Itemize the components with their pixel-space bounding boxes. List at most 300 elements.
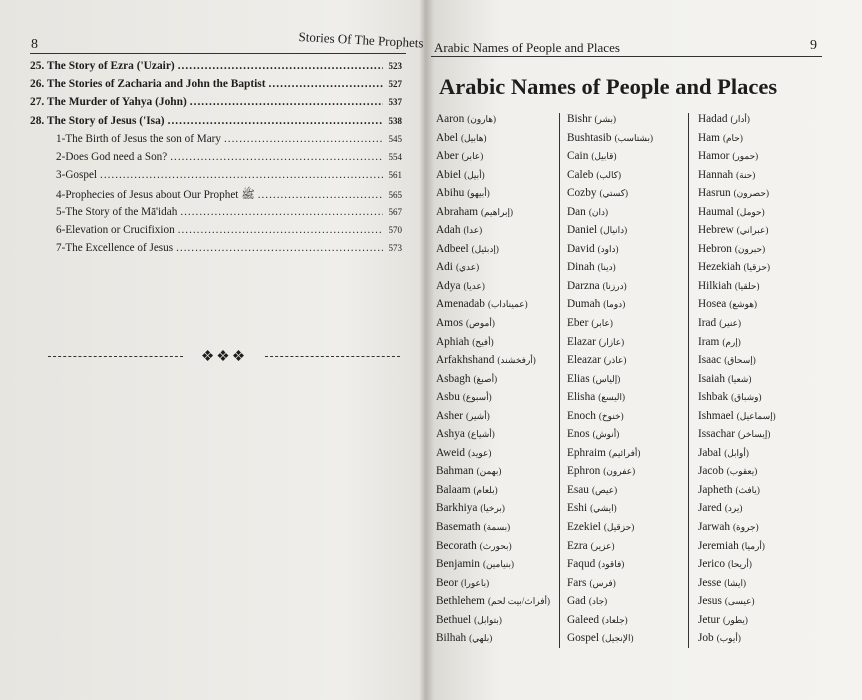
- toc-entry-title: 3-Gospel: [56, 169, 98, 182]
- toc-entry: [30, 169, 402, 187]
- english-name: Enoch: [567, 409, 596, 422]
- arabic-name: (عويد): [468, 447, 492, 458]
- arabic-name: (إبراهيم): [481, 206, 513, 217]
- english-name: Ephron: [567, 465, 601, 478]
- arabic-name: (بشتاسب): [614, 132, 653, 143]
- english-name: Jeremiah: [698, 539, 739, 552]
- toc-dot-leader: [168, 115, 383, 127]
- arabic-name: (داود): [597, 243, 619, 254]
- arabic-name: (قابيل): [591, 151, 617, 162]
- name-entry: [567, 614, 653, 633]
- arabic-name: (عزير): [590, 540, 615, 551]
- column-divider-1: [559, 113, 560, 648]
- ornament-divider: [48, 347, 400, 366]
- toc-dot-leader: [258, 189, 383, 201]
- arabic-name: (فرس): [589, 577, 616, 588]
- toc-dot-leader: [178, 224, 383, 236]
- english-name: Iram: [698, 335, 720, 348]
- toc-entry-page: 554: [388, 151, 402, 162]
- arabic-name: (هوشع): [729, 299, 757, 310]
- arabic-name: (حمور): [732, 151, 759, 162]
- english-name: Eleazar: [567, 354, 601, 367]
- name-entry: [436, 521, 550, 540]
- english-name: Bethuel: [436, 613, 472, 626]
- toc-dot-leader: [224, 133, 383, 145]
- english-name: Bishr: [567, 113, 592, 125]
- english-name: Adbeel: [436, 242, 469, 255]
- name-entry: [698, 280, 776, 299]
- english-name: Hosea: [698, 298, 727, 311]
- toc-dot-leader: [176, 242, 383, 254]
- arabic-name: (بهمن): [476, 466, 502, 477]
- arabic-name: (عابر): [461, 151, 484, 162]
- arabic-name: (خنوخ): [598, 410, 624, 421]
- column-divider-2: [688, 113, 689, 648]
- english-name: Abel: [436, 131, 458, 144]
- arabic-name: (هابيل): [460, 132, 487, 143]
- toc-entry-title: 5-The Story of the Mā'idah: [56, 205, 178, 218]
- english-name: Adya: [436, 279, 461, 292]
- right-running-head: Arabic Names of People and Places: [434, 40, 620, 55]
- arabic-name: (أفيح): [472, 336, 494, 347]
- english-name: Jerico: [698, 558, 725, 571]
- arabic-name: (عميناداب): [487, 299, 528, 310]
- toc-entry-page: 561: [388, 170, 402, 181]
- arabic-name: (أموص): [466, 318, 495, 329]
- english-name: Ishbak: [698, 391, 729, 404]
- name-entry: [436, 206, 550, 225]
- toc-entry: [30, 206, 402, 224]
- arabic-name: (أسبوع): [462, 392, 492, 403]
- english-name: Bilhah: [436, 632, 467, 645]
- name-entry: [567, 373, 653, 392]
- name-entry: [698, 354, 776, 373]
- name-entry: [567, 280, 653, 299]
- name-entry: [436, 540, 550, 559]
- arabic-name: (حنة): [736, 169, 756, 180]
- arabic-name: (برخيا): [480, 503, 505, 514]
- english-name: Galeed: [567, 613, 599, 626]
- names-column-3: [698, 113, 776, 651]
- name-entry: [698, 428, 776, 447]
- toc-dot-leader: [180, 206, 383, 218]
- name-entry: [436, 428, 550, 447]
- toc-entry: [30, 151, 402, 169]
- name-entry: [436, 187, 550, 206]
- right-header-rule: [431, 56, 822, 57]
- arabic-name: (إيساخر): [738, 429, 771, 440]
- english-name: Ham: [698, 131, 720, 144]
- english-name: Hasrun: [698, 187, 731, 200]
- arabic-name: (أيوب): [716, 633, 741, 644]
- english-name: Hebrew: [698, 224, 734, 237]
- english-name: Caleb: [567, 168, 594, 181]
- left-header-rule: [30, 53, 406, 54]
- arabic-name: (حزقيل): [603, 522, 635, 533]
- name-entry: [567, 484, 653, 503]
- arabic-name: (حلقيا): [734, 280, 760, 291]
- arabic-name: (بلهي): [469, 633, 493, 644]
- name-entry: [436, 113, 550, 132]
- english-name: Asher: [436, 409, 463, 422]
- name-entry: [567, 428, 653, 447]
- name-entry: [567, 410, 653, 429]
- name-entry: [436, 132, 550, 151]
- arabic-name: (دانيال): [600, 225, 628, 236]
- toc-entry: [30, 96, 402, 114]
- arabic-name: (عيص): [591, 484, 618, 495]
- english-name: Isaiah: [698, 372, 725, 385]
- english-name: Dinah: [567, 261, 595, 274]
- toc-entry: [30, 187, 402, 205]
- english-name: Arfakhshand: [436, 354, 495, 367]
- toc-entry-page: 537: [388, 97, 402, 108]
- name-entry: [698, 169, 776, 188]
- arabic-name: (باعورا): [460, 577, 490, 588]
- arabic-name: (عفرون): [603, 466, 636, 477]
- name-entry: [698, 113, 776, 132]
- arabic-name: (ايشا): [724, 577, 746, 588]
- english-name: Jabal: [698, 446, 722, 459]
- name-entry: [567, 298, 653, 317]
- toc-entry: [30, 60, 402, 78]
- arabic-name: (حومل): [736, 206, 765, 217]
- name-entry: [567, 336, 653, 355]
- name-entry: [698, 243, 776, 262]
- english-name: Jarwah: [698, 521, 730, 534]
- arabic-name: (حصرون): [733, 188, 769, 199]
- name-entry: [567, 391, 653, 410]
- name-entry: [436, 410, 550, 429]
- name-entry: [436, 261, 550, 280]
- english-name: Dumah: [567, 298, 601, 311]
- name-entry: [698, 484, 776, 503]
- arabic-name: (بحورث): [479, 540, 512, 551]
- name-entry: [436, 373, 550, 392]
- arabic-name: (أفرائيم): [608, 447, 641, 458]
- name-entry: [436, 354, 550, 373]
- arabic-name: (يرد): [724, 503, 743, 514]
- arabic-name: (إدبئيل): [471, 243, 499, 254]
- name-entry: [567, 558, 653, 577]
- english-name: Jetur: [698, 613, 720, 626]
- name-entry: [698, 373, 776, 392]
- name-entry: [567, 317, 653, 336]
- name-entry: [436, 632, 550, 651]
- arabic-name: (عازار): [598, 336, 625, 347]
- english-name: Cozby: [567, 187, 597, 200]
- toc-dot-leader: [190, 96, 383, 108]
- arabic-name: (هارون): [467, 114, 497, 124]
- arabic-name: (عديا): [463, 280, 485, 291]
- toc-dot-leader: [100, 169, 383, 181]
- arabic-name: (يطور): [722, 614, 748, 625]
- name-entry: [436, 150, 550, 169]
- name-entry: [698, 317, 776, 336]
- arabic-name: (أفراث/بيت لحم): [487, 596, 551, 607]
- left-running-head: Stories Of The Prophets: [298, 29, 424, 51]
- toc-entry-title: 28. The Story of Jesus ('Isa): [30, 114, 165, 127]
- arabic-name: (عيسى): [724, 596, 755, 607]
- name-entry: [436, 558, 550, 577]
- arabic-name: (أدار): [730, 114, 750, 124]
- ornament-icon: ❖❖❖: [200, 349, 248, 365]
- name-entry: [567, 354, 653, 373]
- toc-entry: [30, 133, 402, 151]
- arabic-name: (أريحا): [727, 559, 752, 570]
- name-entry: [436, 317, 550, 336]
- names-column-2: [567, 113, 653, 651]
- toc-entry: [30, 242, 402, 260]
- toc-entry-page: 523: [388, 61, 402, 71]
- english-name: Hamor: [698, 150, 730, 163]
- english-name: Enos: [567, 428, 590, 441]
- arabic-name: (أبيهو): [467, 188, 490, 199]
- arabic-name: (حام): [722, 132, 743, 143]
- english-name: Jacob: [698, 465, 724, 478]
- arabic-name: (إسماعيل): [736, 410, 776, 421]
- arabic-name: (بلعام): [473, 484, 498, 495]
- name-entry: [436, 465, 550, 484]
- arabic-name: (حزقيا): [743, 262, 770, 273]
- english-name: Jesus: [698, 595, 722, 608]
- english-name: Hannah: [698, 168, 734, 181]
- name-entry: [436, 243, 550, 262]
- name-entry: [567, 502, 653, 521]
- toc-entry-page: 565: [388, 190, 402, 201]
- english-name: Bushtasib: [567, 131, 612, 144]
- toc-entry-page: 545: [388, 133, 402, 144]
- name-entry: [436, 336, 550, 355]
- english-name: Japheth: [698, 483, 733, 496]
- english-name: Ashya: [436, 428, 465, 441]
- dashed-line-left: [48, 356, 183, 357]
- table-of-contents: [30, 60, 402, 260]
- arabic-name: (كستي): [599, 188, 629, 199]
- english-name: Benjamin: [436, 558, 480, 571]
- name-entry: [567, 206, 653, 225]
- toc-entry: [30, 115, 402, 133]
- toc-entry-page: 567: [388, 206, 402, 217]
- name-entry: [436, 502, 550, 521]
- name-entry: [567, 577, 653, 596]
- arabic-name: (إسحاق): [724, 355, 756, 366]
- name-entry: [567, 132, 653, 151]
- english-name: Aweid: [436, 446, 466, 459]
- english-name: Becorath: [436, 539, 477, 552]
- name-entry: [436, 447, 550, 466]
- arabic-name: (جلعاد): [602, 614, 628, 625]
- dashed-line-right: [265, 356, 400, 357]
- english-name: Ezra: [567, 539, 588, 552]
- arabic-name: (بتوابل): [474, 614, 502, 625]
- name-entry: [567, 465, 653, 484]
- name-entry: [698, 465, 776, 484]
- english-name: Dan: [567, 205, 586, 218]
- name-entry: [698, 391, 776, 410]
- english-name: Esau: [567, 483, 589, 496]
- toc-entry-title: 1-The Birth of Jesus the son of Mary: [56, 132, 221, 145]
- english-name: Ishmael: [698, 409, 734, 422]
- english-name: Adi: [436, 261, 453, 274]
- name-entry: [567, 243, 653, 262]
- arabic-name: (دينا): [597, 262, 616, 273]
- name-entry: [698, 632, 776, 651]
- english-name: David: [567, 242, 595, 255]
- english-name: Isaac: [698, 354, 722, 367]
- name-entry: [698, 558, 776, 577]
- toc-entry-title: 2-Does God need a Son?: [56, 150, 168, 163]
- name-entry: [567, 540, 653, 559]
- arabic-name: (أنوش): [592, 429, 620, 440]
- toc-entry-page: 573: [388, 242, 402, 253]
- english-name: Hadad: [698, 113, 728, 125]
- english-name: Bahman: [436, 465, 474, 478]
- english-name: Aber: [436, 150, 459, 163]
- arabic-name: (وشباق): [731, 392, 762, 403]
- toc-entry-title: 6-Elevation or Crucifixion: [56, 223, 175, 236]
- name-entry: [436, 169, 550, 188]
- english-name: Bethlehem: [436, 595, 485, 608]
- english-name: Amenadab: [436, 298, 485, 311]
- name-entry: [436, 614, 550, 633]
- arabic-name: (ايشي): [590, 503, 617, 514]
- english-name: Basemath: [436, 521, 481, 534]
- name-entry: [698, 187, 776, 206]
- arabic-name: (جروة): [733, 522, 759, 533]
- name-entry: [698, 614, 776, 633]
- english-name: Asbagh: [436, 372, 471, 385]
- english-name: Hebron: [698, 242, 732, 255]
- name-entry: [698, 540, 776, 559]
- english-name: Abiel: [436, 168, 462, 181]
- name-entry: [567, 169, 653, 188]
- english-name: Aphiah: [436, 335, 470, 348]
- toc-entry-title: 4-Prophecies of Jesus about Our Prophet ﷺ: [56, 189, 255, 202]
- toc-entry: [30, 78, 402, 96]
- toc-entry-page: 538: [388, 115, 402, 126]
- english-name: Hezekiah: [698, 261, 741, 274]
- arabic-name: (عبراني): [736, 225, 769, 236]
- toc-entry-page: 527: [388, 79, 402, 90]
- arabic-name: (بسمة): [483, 522, 511, 533]
- name-entry: [567, 150, 653, 169]
- english-name: Amos: [436, 317, 463, 330]
- name-entry: [698, 132, 776, 151]
- english-name: Asbu: [436, 391, 460, 404]
- english-name: Elias: [567, 372, 590, 385]
- english-name: Abihu: [436, 187, 465, 200]
- name-entry: [698, 336, 776, 355]
- english-name: Jared: [698, 502, 722, 515]
- name-entry: [567, 521, 653, 540]
- arabic-name: (دوما): [603, 299, 626, 310]
- arabic-name: (أشير): [465, 410, 490, 421]
- english-name: Daniel: [567, 224, 598, 237]
- name-entry: [567, 224, 653, 243]
- english-name: Eshi: [567, 502, 588, 515]
- name-entry: [436, 298, 550, 317]
- name-entry: [567, 113, 653, 132]
- english-name: Barkhiya: [436, 502, 478, 515]
- toc-entry-title: 25. The Story of Ezra ('Uzair): [30, 60, 175, 72]
- english-name: Job: [698, 632, 714, 645]
- english-name: Aaron: [436, 113, 465, 125]
- english-name: Issachar: [698, 428, 736, 441]
- arabic-name: (أرميا): [741, 540, 765, 551]
- english-name: Faqud: [567, 558, 596, 571]
- name-entry: [436, 595, 550, 614]
- english-name: Jesse: [698, 576, 722, 589]
- name-entry: [567, 632, 653, 651]
- name-entry: [698, 206, 776, 225]
- name-entry: [698, 502, 776, 521]
- english-name: Balaam: [436, 483, 471, 496]
- arabic-name: (جاد): [588, 596, 608, 607]
- english-name: Elisha: [567, 391, 596, 404]
- arabic-name: (حبرون): [734, 243, 766, 254]
- english-name: Beor: [436, 576, 458, 589]
- arabic-name: (فاقود): [598, 559, 625, 570]
- arabic-name: (يعقوب): [726, 466, 758, 477]
- arabic-name: (بشر): [594, 114, 616, 124]
- name-entry: [436, 280, 550, 299]
- name-entry: [698, 577, 776, 596]
- left-page-number: 8: [31, 37, 38, 52]
- english-name: Ezekiel: [567, 521, 601, 534]
- english-name: Ephraim: [567, 446, 606, 459]
- name-entry: [698, 150, 776, 169]
- toc-dot-leader: [170, 151, 383, 163]
- name-entry: [436, 391, 550, 410]
- arabic-name: (كالب): [596, 169, 621, 180]
- toc-entry-title: 27. The Murder of Yahya (John): [30, 96, 187, 109]
- arabic-name: (إلياس): [592, 373, 621, 384]
- name-entry: [698, 410, 776, 429]
- arabic-name: (دان): [588, 206, 608, 217]
- arabic-name: (أرفخشند): [497, 355, 536, 366]
- names-column-1: [436, 113, 550, 651]
- arabic-name: (إرم): [722, 336, 741, 347]
- arabic-name: (أصبغ): [473, 373, 498, 384]
- name-entry: [567, 447, 653, 466]
- english-name: Haumal: [698, 205, 734, 218]
- english-name: Fars: [567, 576, 587, 589]
- english-name: Abraham: [436, 205, 479, 218]
- arabic-name: (درزنا): [602, 280, 627, 291]
- arabic-name: (أبيل): [464, 169, 485, 180]
- name-entry: [567, 261, 653, 280]
- english-name: Irad: [698, 317, 717, 330]
- name-entry: [567, 595, 653, 614]
- arabic-name: (أشياع): [467, 429, 495, 440]
- name-entry: [436, 484, 550, 503]
- arabic-name: (عنير): [719, 318, 741, 329]
- english-name: Cain: [567, 150, 589, 163]
- english-name: Darzna: [567, 279, 600, 292]
- name-entry: [698, 447, 776, 466]
- arabic-name: (عدي): [455, 262, 480, 273]
- right-page-number: 9: [810, 38, 817, 53]
- arabic-name: (الإنجيل): [602, 633, 634, 644]
- arabic-name: (شعيا): [727, 373, 752, 384]
- toc-dot-leader: [269, 78, 383, 90]
- english-name: Gad: [567, 595, 586, 608]
- page-heading: Arabic Names of People and Places: [439, 74, 778, 99]
- arabic-name: (يافث): [735, 484, 760, 495]
- name-entry: [698, 595, 776, 614]
- english-name: Elazar: [567, 335, 596, 348]
